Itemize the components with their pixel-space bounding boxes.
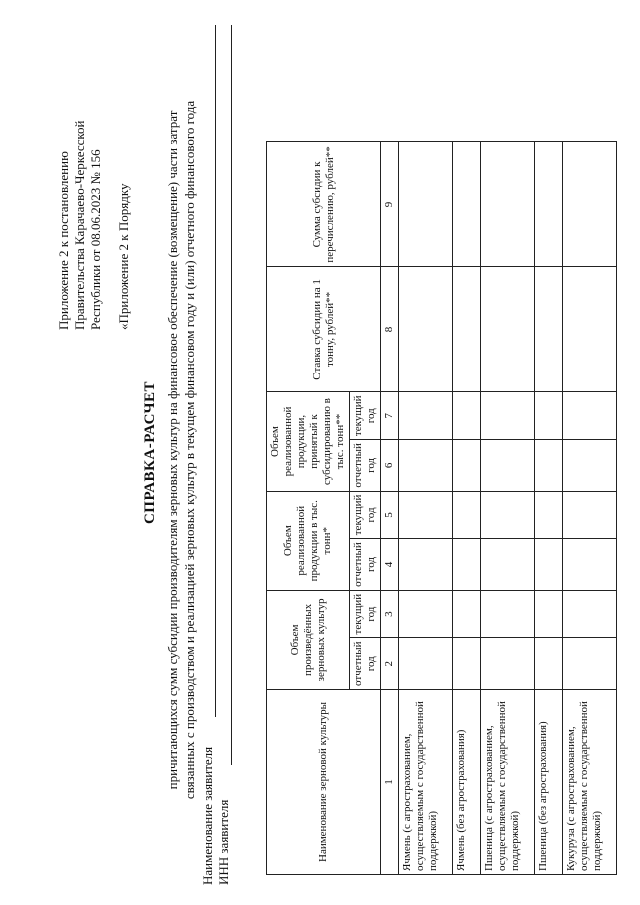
table-row [481,142,535,875]
value-cell[interactable] [453,491,481,539]
value-cell[interactable] [535,267,563,392]
header-produced-current-year: текущий год [350,590,381,638]
header-realized-report-year: отчетный год [350,539,381,591]
header-accepted-report-year: отчетный год [350,440,381,492]
subtitle-line-1: причитающихся сумм субсидии производителям зерновых культур на финансовое обеспечение (возмещение) части затрат [165,110,180,790]
value-cell[interactable] [481,440,535,492]
applicant-inn-underline [231,25,232,765]
header-accepted-current-year: текущий год [350,392,381,440]
header-sum: Сумма субсидии к перечислению, рублей** [267,142,381,267]
value-cell[interactable] [535,539,563,591]
applicant-inn-field[interactable] [216,25,234,885]
value-cell[interactable] [399,440,453,492]
table-row [453,142,481,875]
value-cell[interactable] [399,267,453,392]
crop-name-cell: Пшеница (без агрострахования) [535,690,563,875]
value-cell[interactable] [399,638,453,690]
value-cell[interactable] [535,491,563,539]
header-rate: Ставка субсидии на 1 тонну, рублей** [267,267,381,392]
crop-name-cell: Ячмень (без агрострахования) [453,690,481,875]
document-subtitle [164,35,198,865]
value-cell[interactable] [481,638,535,690]
crop-name-cell: Ячмень (с агрострахованием, осуществляемым с государственной поддержкой) [399,690,453,875]
value-cell[interactable] [453,440,481,492]
subtitle-line-2: связанных с производством и реализацией зерновых культур в текущем финансовом году и (или) отчетного финансового года [182,100,197,800]
value-cell[interactable] [481,142,535,267]
appendix-line-1: Приложение 2 к постановлению [56,151,71,330]
value-cell[interactable] [453,392,481,440]
column-number-8: 8 [381,267,399,392]
value-cell[interactable] [563,267,617,392]
value-cell[interactable] [563,392,617,440]
value-cell[interactable] [399,539,453,591]
value-cell[interactable] [481,392,535,440]
value-cell[interactable] [453,638,481,690]
value-cell[interactable] [453,142,481,267]
value-cell[interactable] [453,539,481,591]
column-number-7: 7 [381,392,399,440]
column-number-4: 4 [381,539,399,591]
applicant-inn-label: ИНН заявителя [216,799,231,885]
appendix-line-2: Правительства Карачаево-Черкесской [72,120,87,330]
appendix-note [56,10,132,330]
header-accepted: Объем реализованной продукции, принятый к субсидированию в тыс. тонн** [267,392,350,491]
column-number-6: 6 [381,440,399,492]
value-cell[interactable] [563,638,617,690]
value-cell[interactable] [535,590,563,638]
value-cell[interactable] [481,590,535,638]
column-number-3: 3 [381,590,399,638]
applicant-name-label: Наименование заявителя [200,746,215,885]
value-cell[interactable] [535,142,563,267]
value-cell[interactable] [563,440,617,492]
table-row [535,142,563,875]
header-row-1 [267,142,350,875]
value-cell[interactable] [399,142,453,267]
header-produced: Объем произведённых зерновых культур [267,590,350,689]
subsidy-table [266,141,617,875]
value-cell[interactable] [481,491,535,539]
table-row [399,142,453,875]
value-cell[interactable] [535,440,563,492]
value-cell[interactable] [481,267,535,392]
value-cell[interactable] [453,590,481,638]
value-cell[interactable] [563,539,617,591]
column-number-row [381,142,399,875]
appendix-line-4: «Приложение 2 к Порядку [116,183,131,330]
table-row [563,142,617,875]
value-cell[interactable] [563,590,617,638]
value-cell[interactable] [535,392,563,440]
column-number-5: 5 [381,491,399,539]
column-number-1: 1 [381,690,399,875]
header-produced-report-year: отчетный год [350,638,381,690]
value-cell[interactable] [453,267,481,392]
value-cell[interactable] [563,142,617,267]
value-cell[interactable] [399,491,453,539]
header-crop-name: Наименование зерновой культуры [267,690,381,875]
value-cell[interactable] [399,392,453,440]
value-cell[interactable] [399,590,453,638]
crop-name-cell: Пшеница (с агрострахованием, осуществляемым с государственной поддержкой) [481,690,535,875]
crop-name-cell: Кукуруза (с агрострахованием, осуществляемым с государственной поддержкой) [563,690,617,875]
value-cell[interactable] [481,539,535,591]
document-title: СПРАВКА-РАСЧЕТ [142,380,158,525]
column-number-2: 2 [381,638,399,690]
value-cell[interactable] [535,638,563,690]
header-realized: Объем реализованной продукции в тыс. тонн* [267,491,350,590]
value-cell[interactable] [563,491,617,539]
column-number-9: 9 [381,142,399,267]
appendix-line-3: Республики от 08.06.2023 № 156 [88,149,103,330]
header-realized-current-year: текущий год [350,491,381,539]
